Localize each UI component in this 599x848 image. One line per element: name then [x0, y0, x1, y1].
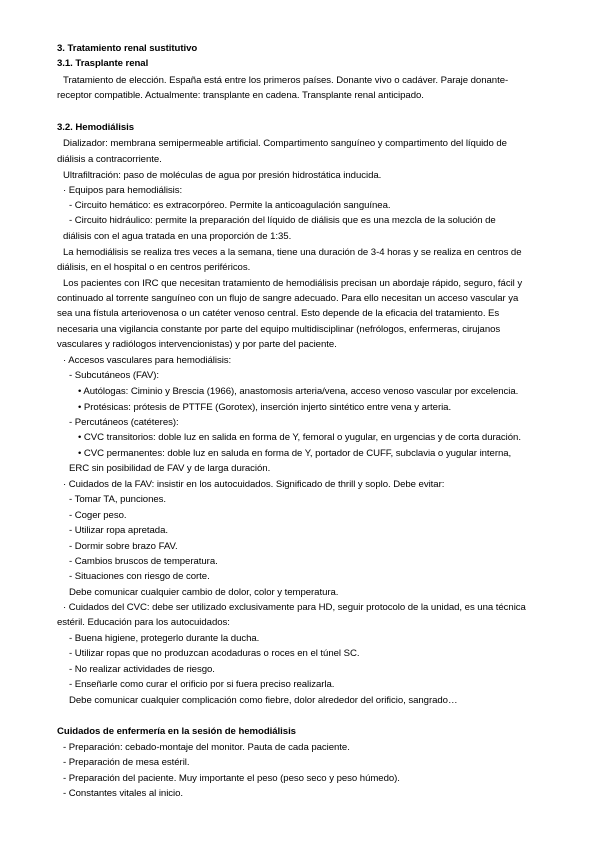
- list-item: - Circuito hemático: es extracorpóreo. Permite la anticoagulación sanguínea.: [69, 200, 391, 211]
- list-item: - Situaciones con riesgo de corte.: [69, 571, 210, 582]
- list-item: - Dormir sobre brazo FAV.: [69, 541, 178, 552]
- paragraph-line: vasculares y radiólogos intervencionistas) y por parte del paciente.: [57, 339, 337, 350]
- note-line: Debe comunicar cualquier complicación como fiebre, dolor alrededor del orificio, sangrado…: [69, 695, 458, 706]
- sub-list-item: • Autólogas: Ciminio y Brescia (1966), anastomosis arteria/vena, acceso venoso vascular por excelencia.: [78, 386, 519, 397]
- paragraph-line: continuado al torrente sanguíneo con un flujo de sangre adecuado. Para ello necesitan un acceso vascular ya: [57, 293, 519, 304]
- paragraph-line: Ultrafiltración: paso de moléculas de agua por presión hidrostática inducida.: [63, 170, 382, 181]
- list-item: - Utilizar ropas que no produzcan acodaduras o roces en el túnel SC.: [69, 648, 360, 659]
- section-heading-nursing: Cuidados de enfermería en la sesión de hemodiálisis: [57, 726, 296, 737]
- list-item: - Preparación de mesa estéril.: [63, 757, 190, 768]
- list-item: - Circuito hidráulico: permite la preparación del líquido de diálisis que es una mezcla de la solución de: [69, 215, 496, 226]
- list-heading: · Accesos vasculares para hemodiálisis:: [63, 355, 232, 366]
- list-item: - Enseñarle como curar el orificio por si fuera preciso realizarla.: [69, 679, 335, 690]
- list-item: - Cambios bruscos de temperatura.: [69, 556, 218, 567]
- paragraph-line: diálisis, en el hospital o en centros periféricos.: [57, 262, 251, 273]
- paragraph-line: sea una fístula arteriovenosa o un catéter venoso central. Esto depende de la eficacia del tratamiento. Es: [57, 308, 500, 319]
- list-item-continuation: diálisis con el agua tratada en una proporción de 1:35.: [63, 231, 292, 242]
- list-item: - Preparación del paciente. Muy importante el peso (peso seco y peso húmedo).: [63, 773, 400, 784]
- paragraph-line: Tratamiento de elección. España está entre los primeros países. Donante vivo o cadáver. Paraje donante-: [63, 75, 509, 86]
- list-item: - Percutáneos (catéteres):: [69, 417, 179, 428]
- subsection-heading-hemodialisis: 3.2. Hemodiálisis: [57, 122, 135, 133]
- sub-list-item: • CVC permanentes: doble luz en saluda en forma de Y, portador de CUFF, subclavia o yugular interna,: [78, 448, 512, 459]
- paragraph-line: estéril. Educación para los autocuidados:: [57, 617, 230, 628]
- paragraph-line: receptor compatible. Actualmente: transplante en cadena. Transplante renal anticipado.: [57, 90, 424, 101]
- list-heading: · Cuidados de la FAV: insistir en los autocuidados. Significado de thrill y soplo. Debe evitar:: [63, 479, 445, 490]
- list-item: - Preparación: cebado-montaje del monitor. Pauta de cada paciente.: [63, 742, 350, 753]
- subsection-heading-trasplante: 3.1. Trasplante renal: [57, 58, 149, 69]
- list-heading: · Equipos para hemodiálisis:: [63, 185, 183, 196]
- paragraph-line: La hemodiálisis se realiza tres veces a la semana, tiene una duración de 3-4 horas y se realiza en centros de: [63, 247, 522, 258]
- sub-list-item: • Protésicas: prótesis de PTTFE (Gorotex), inserción injerto sintético entre vena y arteria.: [78, 402, 452, 413]
- section-heading: 3. Tratamiento renal sustitutivo: [57, 43, 198, 54]
- list-item: - No realizar actividades de riesgo.: [69, 664, 215, 675]
- paragraph-line: Los pacientes con IRC que necesitan tratamiento de hemodiálisis precisan un abordaje rápido, seguro, fácil y: [63, 278, 523, 289]
- list-item: - Utilizar ropa apretada.: [69, 525, 168, 536]
- paragraph-line: necesaria una vigilancia constante por parte del equipo multidisciplinar (nefrólogos, enfermeras, cirujanos: [57, 324, 501, 335]
- paragraph-line: diálisis a contracorriente.: [57, 154, 162, 165]
- note-line: Debe comunicar cualquier cambio de dolor, color y temperatura.: [69, 587, 339, 598]
- list-item: - Tomar TA, punciones.: [69, 494, 167, 505]
- paragraph-line: Dializador: membrana semipermeable artificial. Compartimento sanguíneo y compartimento del líquido de: [63, 138, 507, 149]
- sub-list-item: • CVC transitorios: doble luz en salida en forma de Y, femoral o yugular, en urgencias y de corta duración.: [78, 432, 521, 443]
- sub-list-item-continuation: ERC sin posibilidad de FAV y de larga duración.: [69, 463, 271, 474]
- list-item: - Coger peso.: [69, 510, 127, 521]
- list-heading: · Cuidados del CVC: debe ser utilizado exclusivamente para HD, seguir protocolo de la unidad, es una técnica: [63, 602, 526, 613]
- list-item: - Subcutáneos (FAV):: [69, 370, 160, 381]
- list-item: - Buena higiene, protegerlo durante la ducha.: [69, 633, 260, 644]
- list-item: - Constantes vitales al inicio.: [63, 788, 184, 799]
